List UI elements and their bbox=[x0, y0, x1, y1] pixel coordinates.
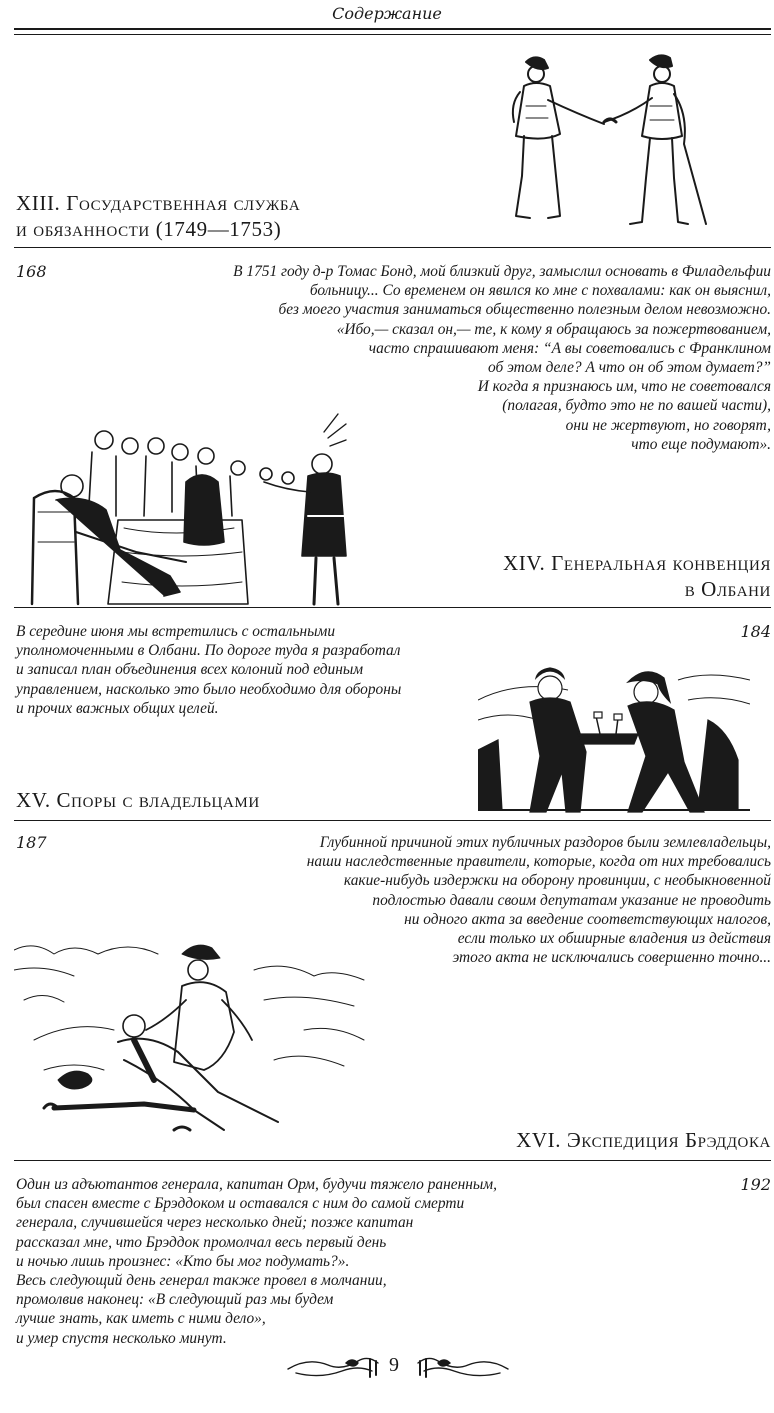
excerpt-line: «Ибо,— сказал он,— те, к кому я обращаюсь за пожертвованием, bbox=[336, 320, 771, 338]
excerpt-line: рассказал мне, что Брэддок промолчал весь первый день bbox=[16, 1233, 387, 1251]
chapter-title-line: и обязанности (1749—1753) bbox=[16, 217, 282, 241]
excerpt-line: больницу... Со временем он явился ко мне с похвалами: как он выяснил, bbox=[309, 282, 771, 300]
illustration-handshake-engraving bbox=[490, 48, 720, 243]
excerpt-line: ни одного акта за введение соответствующих налогов, bbox=[404, 910, 771, 928]
right-flourish-ornament-icon bbox=[414, 1355, 510, 1381]
chapter-xiv-excerpt bbox=[16, 622, 401, 718]
excerpt-line: наши наследственные правители, которые, когда от них требовались bbox=[306, 853, 771, 871]
chapter-xvi-title bbox=[516, 1127, 771, 1153]
excerpt-line: генерала, случившейся через несколько дней; позже капитан bbox=[16, 1214, 414, 1232]
excerpt-line: какие-нибудь издержки на оборону провинции, с необыкновенной bbox=[343, 872, 771, 890]
excerpt-line: промолвив наконец: «В следующий раз мы будем bbox=[16, 1291, 334, 1309]
excerpt-line: если только их обширные владения из действия bbox=[457, 930, 771, 948]
excerpt-line: и ночью лишь произнес: «Кто бы мог подумать?». bbox=[16, 1252, 350, 1270]
illustration-albany-congress-engraving bbox=[26, 412, 366, 607]
illustration-wounded-soldier-engraving bbox=[14, 930, 384, 1145]
chapter-xv-title bbox=[16, 787, 260, 813]
excerpt-line: Весь следующий день генерал также провел в молчании, bbox=[16, 1272, 387, 1290]
running-header: Содержание bbox=[332, 4, 442, 23]
chapter-xiii-page-number: 168 bbox=[16, 262, 47, 281]
excerpt-line: этого акта не исключались совершенно точно... bbox=[452, 949, 771, 967]
excerpt-line: и прочих важных общих целей. bbox=[16, 699, 219, 717]
chapter-title-line: XVI. Экспедиция Брэддока bbox=[516, 1128, 771, 1152]
chapter-xvi-page-number: 192 bbox=[740, 1175, 771, 1194]
excerpt-line: Один из адъютантов генерала, капитан Орм, будучи тяжело раненным, bbox=[16, 1176, 497, 1193]
excerpt-line: В середине июня мы встретились с остальными bbox=[16, 623, 336, 640]
chapter-title-line: XV. Споры с владельцами bbox=[16, 788, 260, 812]
chapter-xiii-title bbox=[16, 190, 300, 242]
excerpt-line: И когда я признаюсь им, что не советовался bbox=[477, 378, 771, 396]
illustration-tavern-conversation-engraving bbox=[478, 660, 750, 820]
excerpt-line: подлостью давали своим депутатам указание не проводить bbox=[372, 891, 771, 909]
page-number: 9 bbox=[389, 1354, 399, 1376]
section-rule bbox=[14, 247, 771, 248]
excerpt-line: без моего участия заниматься общественно полезным делом невозможно. bbox=[278, 301, 771, 319]
left-flourish-ornament-icon bbox=[286, 1355, 382, 1381]
chapter-xiv-page-number: 184 bbox=[740, 622, 771, 641]
excerpt-line: лучше знать, как иметь с ними дело», bbox=[16, 1310, 266, 1328]
excerpt-line: Глубинной причиной этих публичных раздоров были землевладельцы, bbox=[319, 834, 771, 851]
excerpt-line: В 1751 году д-р Томас Бонд, мой близкий друг, замыслил основать в Филадельфии bbox=[233, 263, 771, 280]
section-rule bbox=[14, 820, 771, 821]
excerpt-line: часто спрашивают меня: “А вы советовались с Франклином bbox=[368, 339, 771, 357]
excerpt-line: (полагая, будто это не по вашей части), bbox=[502, 397, 771, 415]
chapter-title-line: XIV. Генеральная конвенция bbox=[503, 551, 771, 575]
excerpt-line: что еще подумают». bbox=[631, 435, 771, 453]
section-rule bbox=[14, 1160, 771, 1161]
excerpt-line: и умер спустя несколько минут. bbox=[16, 1329, 227, 1347]
excerpt-line: управлением, насколько это было необходимо для обороны bbox=[16, 680, 402, 698]
excerpt-line: и записал план объединения всех колоний под единым bbox=[16, 661, 364, 679]
chapter-xv-page-number: 187 bbox=[16, 833, 47, 852]
chapter-xiv-title bbox=[503, 550, 771, 602]
excerpt-line: об этом деле? А что он об этом думает?” bbox=[488, 359, 771, 377]
header-double-rule bbox=[14, 28, 771, 35]
excerpt-line: уполномоченными в Олбани. По дороге туда я разработал bbox=[16, 642, 401, 660]
excerpt-line: был спасен вместе с Брэддоком и оставался с ним до самой смерти bbox=[16, 1195, 465, 1213]
chapter-xvi-excerpt bbox=[16, 1175, 497, 1348]
chapter-title-line: в Олбани bbox=[684, 577, 771, 601]
excerpt-line: они не жертвуют, но говорят, bbox=[565, 416, 771, 434]
section-rule bbox=[14, 607, 771, 608]
chapter-title-line: XIII. Государственная служба bbox=[16, 191, 301, 215]
